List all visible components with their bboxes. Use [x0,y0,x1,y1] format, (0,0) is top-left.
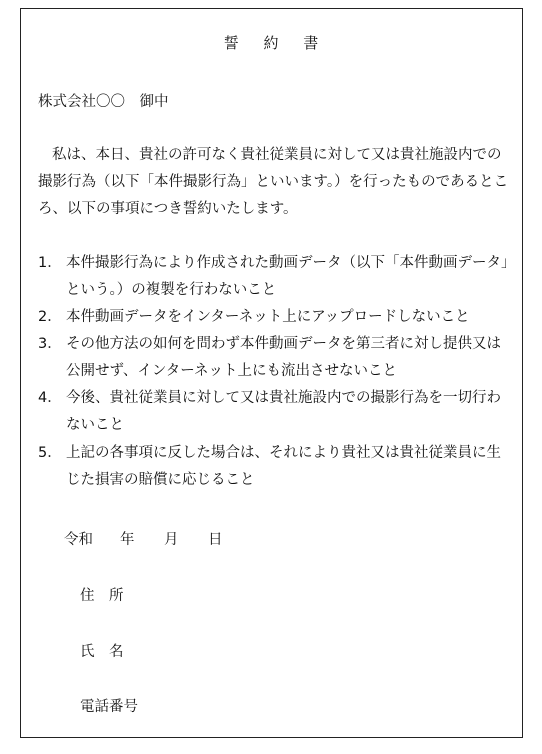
item-number: 5． [38,445,62,461]
item-text: 上記の各事項に反した場合は、それにより貴社又は貴社従業員に生じた損害の賠償に応じること [66,445,501,488]
item-number: 3． [38,336,62,352]
item-number: 4． [38,390,62,406]
item-number: 1． [38,255,62,271]
item-text: 今後、貴社従業員に対して又は貴社施設内での撮影行為を一切行わないこと [66,390,501,433]
name-label: 氏 名 [80,644,124,660]
date-era: 令和 [64,532,93,548]
list-item [38,385,512,439]
item-text: 本件撮影行為により作成された動画データ（以下「本件動画データ」という。）の複製を行わないこと [66,255,509,298]
address-label: 住 所 [80,588,124,604]
list-item [38,304,512,331]
addressee: 株式会社〇〇 御中 [38,94,169,110]
intro-paragraph: 私は、本日、貴社の許可なく貴社従業員に対して又は貴社施設内での撮影行為（以下「本件撮影行為」といいます。）を行ったものであるところ、以下の事項につき誓約いたします。 [38,147,509,217]
date-month: 月 [164,532,179,548]
item-text: 本件動画データをインターネット上にアップロードしないこと [66,309,470,325]
list-item [38,331,512,385]
item-text: その他方法の如何を問わず本件動画データを第三者に対し提供又は公開せず、インターネット上にも流出させないこと [66,336,501,379]
phone-label: 電話番号 [80,699,138,715]
list-item [38,250,512,304]
date-year: 年 [120,532,135,548]
item-number: 2． [38,309,62,325]
document-title: 誓 約 書 [223,34,329,52]
date-line [64,528,223,549]
date-day: 日 [208,532,223,548]
list-item [38,440,512,494]
